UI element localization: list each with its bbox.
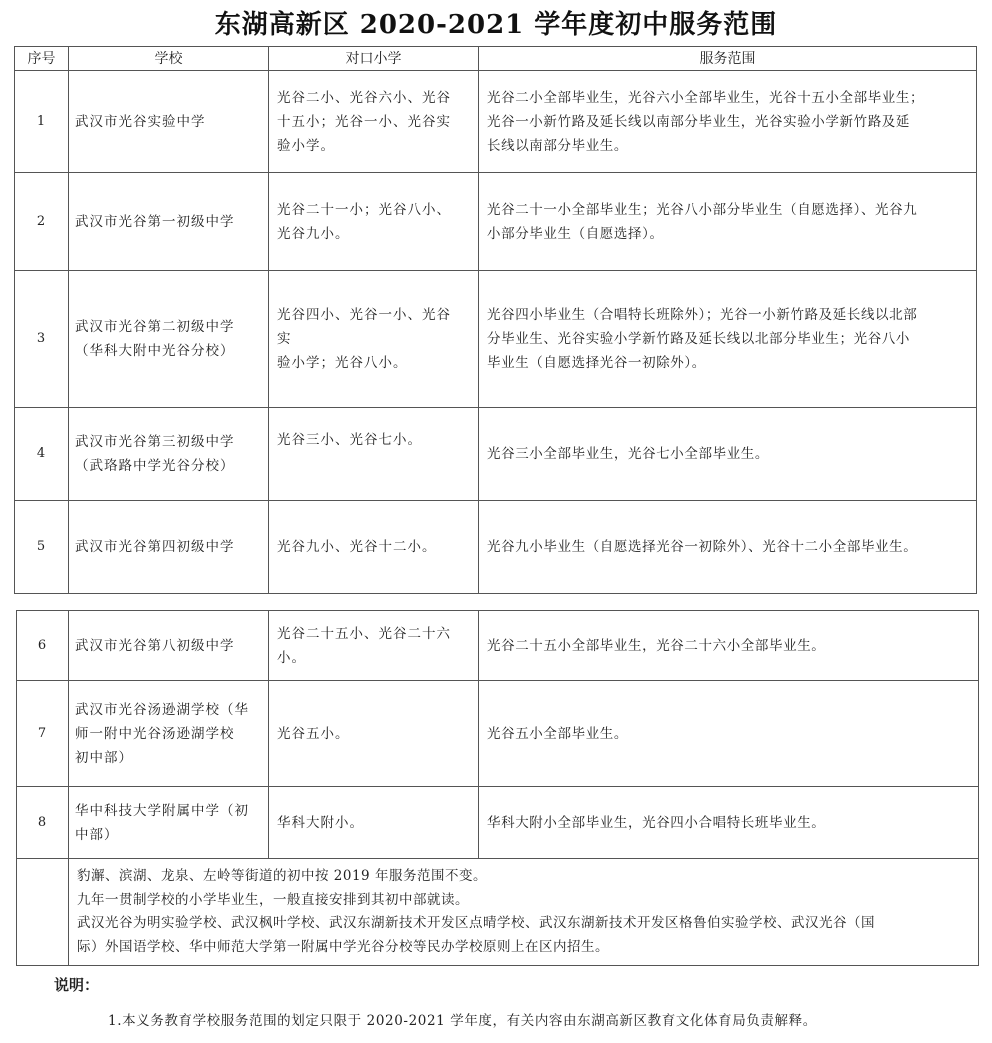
feeder-schools: 光谷三小、光谷七小。 bbox=[269, 408, 479, 501]
school-name: 武汉市光谷第二初级中学 （华科大附中光谷分校） bbox=[69, 271, 269, 408]
service-scope-table-part2 bbox=[16, 610, 979, 966]
feeder-schools: 光谷二小、光谷六小、光谷 十五小；光谷一小、光谷实 验小学。 bbox=[269, 71, 479, 173]
service-scope: 光谷九小毕业生（自愿选择光谷一初除外）、光谷十二小全部毕业生。 bbox=[479, 501, 977, 594]
note-line: 九年一贯制学校的小学毕业生，一般直接安排到其初中部就读。 bbox=[77, 891, 469, 908]
explanation-label: 说明： bbox=[54, 976, 100, 994]
table-row bbox=[15, 501, 977, 594]
header-index: 序号 bbox=[15, 47, 69, 71]
page-title: 东湖高新区 2020-2021 学年度初中服务范围 bbox=[214, 10, 778, 40]
row-index: 8 bbox=[17, 787, 69, 859]
footnote: 1.本义务教育学校服务范围的划定只限于 2020-2021 学年度，有关内容由东湖高新区教育文化体育局负责解释。 bbox=[108, 1013, 817, 1029]
header-school: 学校 bbox=[69, 47, 269, 71]
feeder-schools: 光谷四小、光谷一小、光谷 实 验小学；光谷八小。 bbox=[269, 271, 479, 408]
service-scope: 光谷三小全部毕业生，光谷七小全部毕业生。 bbox=[479, 408, 977, 501]
service-scope-table-part1 bbox=[14, 46, 977, 594]
note-line: 武汉光谷为明实验学校、武汉枫叶学校、武汉东湖新技术开发区点晴学校、武汉东湖新技术开发区格鲁伯实验学校、武汉光谷（国 bbox=[77, 915, 875, 931]
school-name: 武汉市光谷第四初级中学 bbox=[69, 501, 269, 594]
notes-cell bbox=[69, 859, 979, 966]
table-row bbox=[15, 71, 977, 173]
note-line: 际）外国语学校、华中师范大学第一附属中学光谷分校等民办学校原则上在区内招生。 bbox=[77, 938, 609, 955]
service-scope: 光谷二十五小全部毕业生，光谷二十六小全部毕业生。 bbox=[479, 611, 979, 681]
row-index: 3 bbox=[15, 271, 69, 408]
header-feeder: 对口小学 bbox=[269, 47, 479, 71]
table-row bbox=[17, 681, 979, 787]
feeder-schools: 光谷五小。 bbox=[269, 681, 479, 787]
school-name: 武汉市光谷汤逊湖学校（华 师一附中光谷汤逊湖学校 初中部） bbox=[69, 681, 269, 787]
table-row bbox=[15, 408, 977, 501]
notes-empty-cell bbox=[17, 859, 69, 966]
feeder-schools: 光谷九小、光谷十二小。 bbox=[269, 501, 479, 594]
header-scope: 服务范围 bbox=[479, 47, 977, 71]
school-name: 武汉市光谷第八初级中学 bbox=[69, 611, 269, 681]
table-row bbox=[15, 271, 977, 408]
table-row bbox=[15, 173, 977, 271]
service-scope: 光谷四小毕业生（合唱特长班除外）；光谷一小新竹路及延长线以北部 分毕业生、光谷实验小学新竹路及延长线以北部分毕业生；光谷八小 毕业生（自愿选择光谷一初除外）。 bbox=[479, 271, 977, 408]
row-index: 4 bbox=[15, 408, 69, 501]
row-index: 2 bbox=[15, 173, 69, 271]
row-index: 5 bbox=[15, 501, 69, 594]
service-scope: 光谷二十一小全部毕业生；光谷八小部分毕业生（自愿选择）、光谷九 小部分毕业生（自愿选择）。 bbox=[479, 173, 977, 271]
service-scope: 光谷五小全部毕业生。 bbox=[479, 681, 979, 787]
row-index: 7 bbox=[17, 681, 69, 787]
feeder-schools: 华科大附小。 bbox=[269, 787, 479, 859]
service-scope: 华科大附小全部毕业生，光谷四小合唱特长班毕业生。 bbox=[479, 787, 979, 859]
row-index: 1 bbox=[15, 71, 69, 173]
note-line: 豹澥、滨湖、龙泉、左岭等街道的初中按 2019 年服务范围不变。 bbox=[77, 868, 487, 884]
notes-row bbox=[17, 859, 979, 966]
feeder-schools: 光谷二十一小；光谷八小、 光谷九小。 bbox=[269, 173, 479, 271]
service-scope: 光谷二小全部毕业生，光谷六小全部毕业生，光谷十五小全部毕业生； 光谷一小新竹路及延长线以南部分毕业生，光谷实验小学新竹路及延 长线以南部分毕业生。 bbox=[479, 71, 977, 173]
table-row bbox=[17, 611, 979, 681]
school-name: 华中科技大学附属中学（初 中部） bbox=[69, 787, 269, 859]
school-name: 武汉市光谷第一初级中学 bbox=[69, 173, 269, 271]
feeder-schools: 光谷二十五小、光谷二十六 小。 bbox=[269, 611, 479, 681]
row-index: 6 bbox=[17, 611, 69, 681]
school-name: 武汉市光谷第三初级中学 （武珞路中学光谷分校） bbox=[69, 408, 269, 501]
school-name: 武汉市光谷实验中学 bbox=[69, 71, 269, 173]
table-header-row bbox=[15, 47, 977, 71]
table-row bbox=[17, 787, 979, 859]
